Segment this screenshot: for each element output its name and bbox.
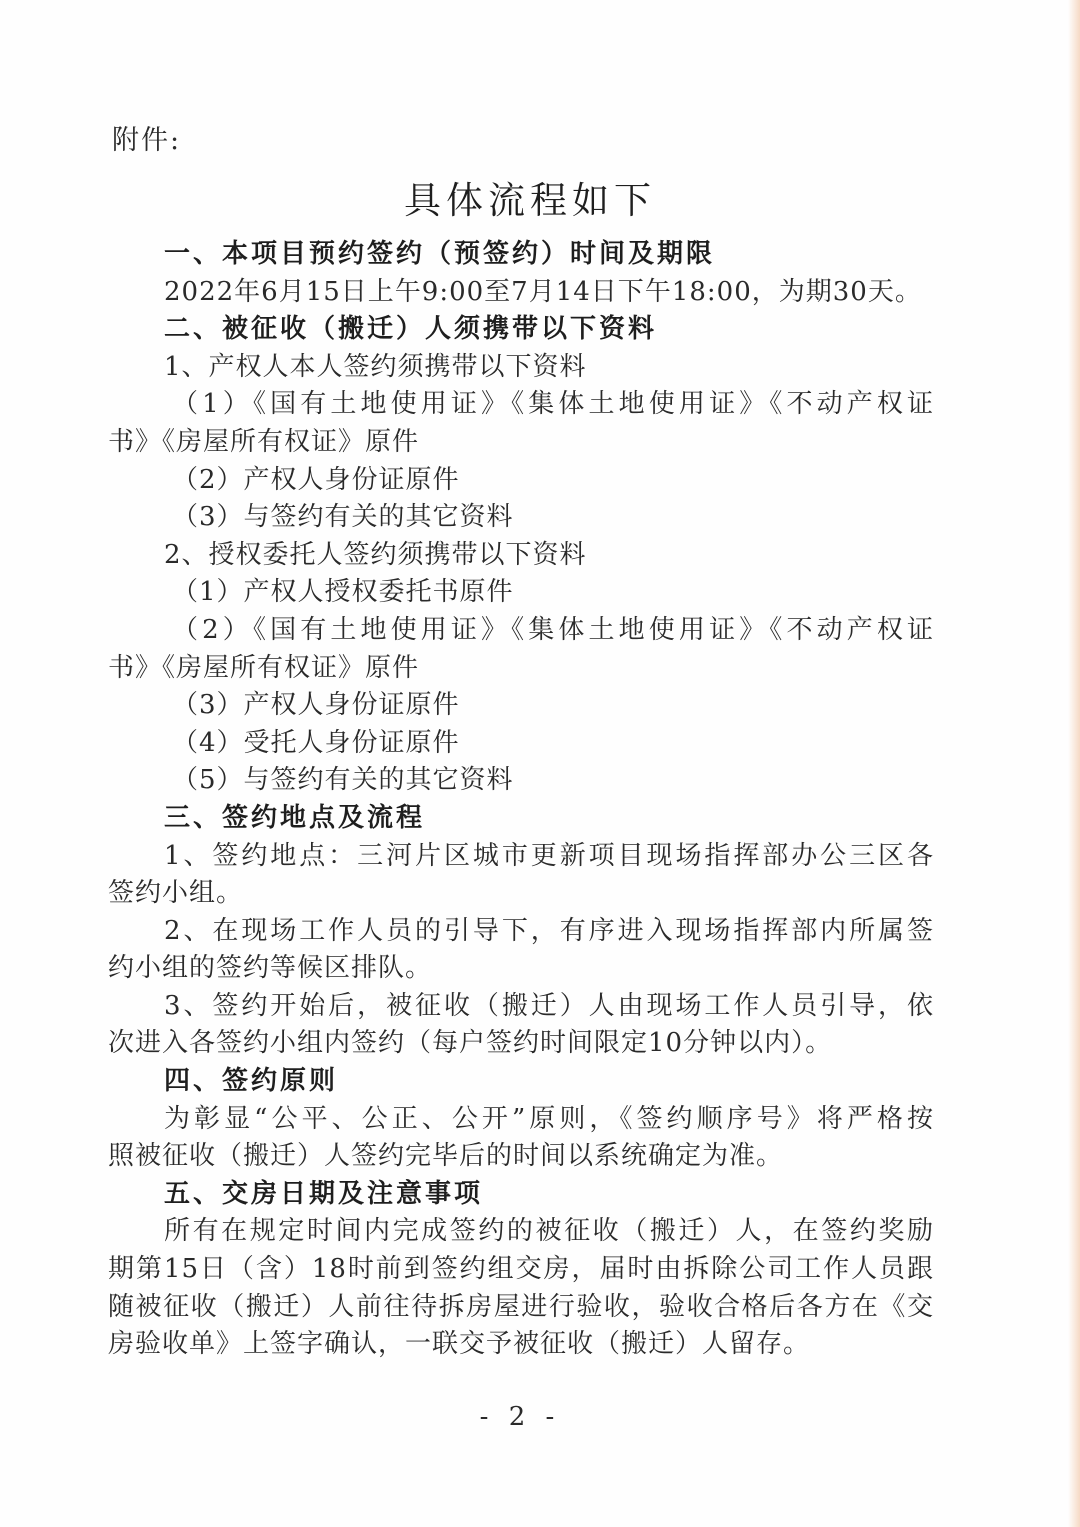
body-line: 2、在现场工作人员的引导下，有序进入现场指挥部内所属签: [164, 915, 934, 946]
section-heading: 三、签约地点及流程: [164, 802, 426, 833]
body-line: （1）产权人授权委托书原件: [172, 577, 514, 608]
body-line: 房验收单》上签字确认，一联交予被征收（搬迁）人留存。: [108, 1329, 811, 1360]
body-line: 期第15日（含）18时前到签约组交房，届时由拆除公司工作人员跟: [108, 1254, 934, 1285]
body-line: 随被征收（搬迁）人前往待拆房屋进行验收，验收合格后各方在《交: [108, 1291, 934, 1322]
body-line: （2）《国有土地使用证》《集体土地使用证》《不动产权证: [172, 614, 934, 645]
section-heading: 一、本项目预约签约（预签约）时间及期限: [164, 239, 716, 269]
body-line: （5）与签约有关的其它资料: [172, 765, 514, 796]
body-line: 1、产权人本人签约须携带以下资料: [164, 351, 587, 382]
body-line: 书》《房屋所有权证》原件: [108, 652, 420, 683]
scan-edge-shadow: [1068, 0, 1080, 1527]
section-heading: 二、被征收（搬迁）人须携带以下资料: [164, 314, 658, 345]
body-line: 签约小组。: [108, 878, 244, 909]
body-line: （1）《国有土地使用证》《集体土地使用证》《不动产权证: [172, 389, 934, 420]
document-title: 具体流程如下: [404, 179, 656, 222]
body-line: 为彰显“公平、公正、公开”原则，《签约顺序号》将严格按: [164, 1103, 934, 1134]
body-line: 书》《房屋所有权证》原件: [108, 426, 420, 457]
document-body: [108, 236, 934, 1364]
attachment-label: 附件:: [112, 125, 182, 156]
body-line: （3）与签约有关的其它资料: [172, 502, 514, 533]
body-line: 所有在规定时间内完成签约的被征收（搬迁）人，在签约奖励: [164, 1216, 934, 1247]
page-number: - 2 -: [479, 1402, 561, 1432]
body-line: 约小组的签约等候区排队。: [108, 953, 433, 984]
body-line: 2022年6月15日上午9:00至7月14日下午18:00，为期30天。: [164, 276, 922, 307]
body-line: （4）受托人身份证原件: [172, 727, 460, 758]
body-line: （2）产权人身份证原件: [172, 464, 460, 495]
body-line: 3、签约开始后，被征收（搬迁）人由现场工作人员引导，依: [164, 990, 934, 1021]
section-heading: 四、签约原则: [164, 1066, 339, 1097]
body-line: 2、授权委托人签约须携带以下资料: [164, 539, 587, 570]
body-line: 照被征收（搬迁）人签约完毕后的时间以系统确定为准。: [108, 1141, 784, 1172]
body-line: 次进入各签约小组内签约（每户签约时间限定10分钟以内）。: [108, 1028, 833, 1059]
body-line: 1、签约地点：三河片区城市更新项目现场指挥部办公三区各: [164, 840, 934, 871]
body-line: （3）产权人身份证原件: [172, 690, 460, 721]
section-heading: 五、交房日期及注意事项: [164, 1178, 484, 1209]
